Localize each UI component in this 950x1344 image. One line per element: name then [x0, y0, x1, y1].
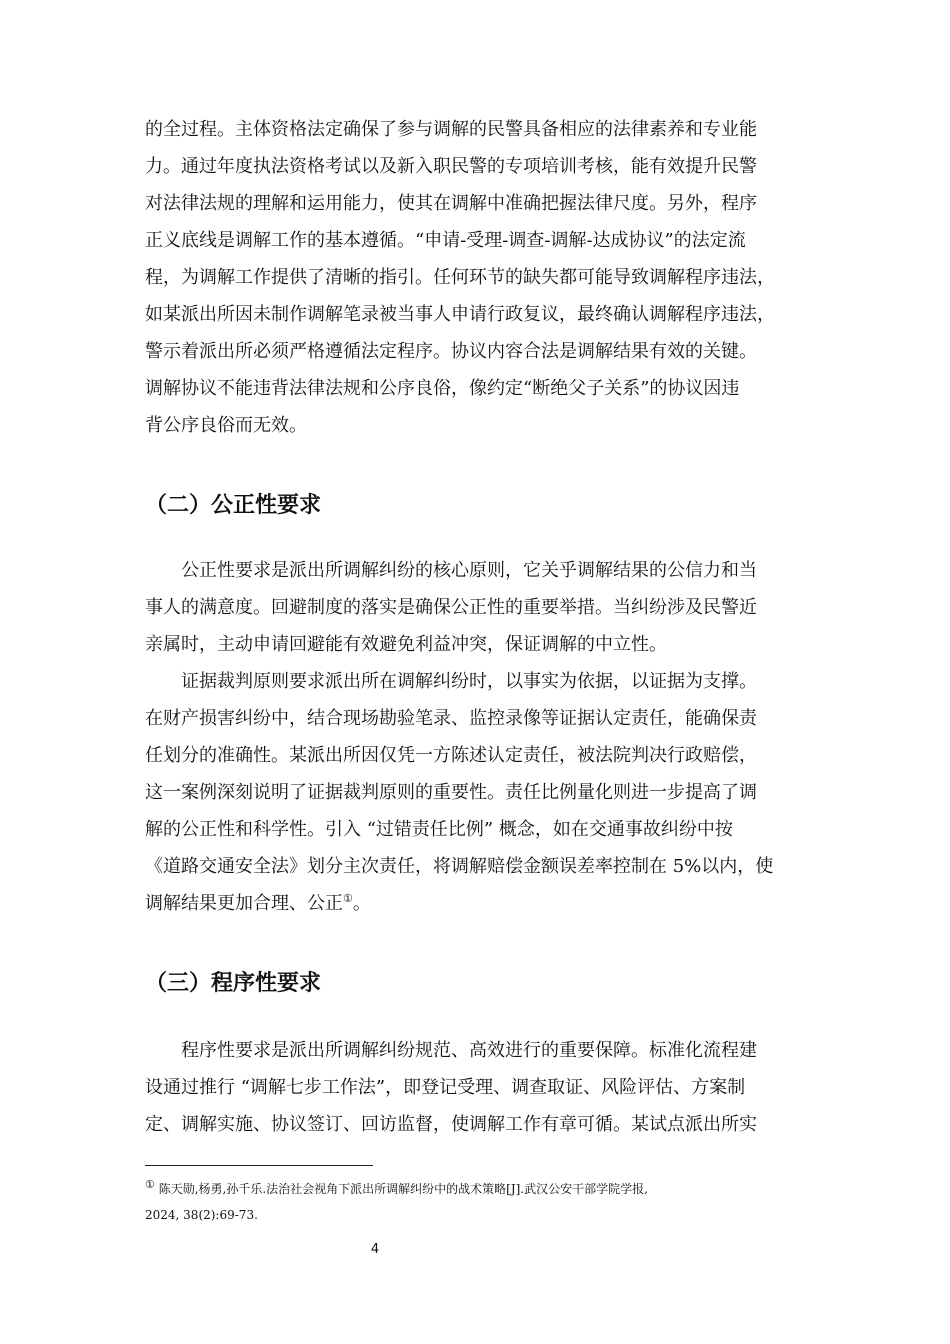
text-line: 背公序良俗而无效。 — [145, 415, 307, 436]
footnote-line-2: 2024, 38(2):69-73. — [145, 1208, 258, 1222]
text-line: 公正性要求是派出所调解纠纷的核心原则，它关乎调解结果的公信力和当 — [145, 560, 757, 581]
footnote-mark: ① — [145, 1178, 155, 1191]
text-line: 任划分的准确性。某派出所因仅凭一方陈述认定责任，被法院判决行政赔偿， — [145, 745, 757, 766]
text-line: 程序性要求是派出所调解纠纷规范、高效进行的重要保障。标准化流程建 — [145, 1040, 757, 1061]
text-line: 的全过程。主体资格法定确保了参与调解的民警具备相应的法律素养和专业能 — [145, 119, 757, 140]
text-line: 力。通过年度执法资格考试以及新入职民警的专项培训考核，能有效提升民警 — [145, 156, 757, 177]
text-line: 定、调解实施、协议签订、回访监督，使调解工作有章可循。某试点派出所实 — [145, 1114, 757, 1135]
section-heading-3: （三）程序性要求 — [145, 971, 322, 996]
text-line: 对法律法规的理解和运用能力，使其在调解中准确把握法律尺度。另外，程序 — [145, 193, 757, 214]
section-heading-2: （二）公正性要求 — [145, 493, 322, 518]
text-line: 亲属时，主动申请回避能有效避免利益冲突，保证调解的中立性。 — [145, 634, 667, 655]
page-number: 4 — [370, 1242, 380, 1257]
footnote-separator — [145, 1165, 373, 1166]
text-line — [145, 885, 815, 922]
text-line: 在财产损害纠纷中，结合现场勘验笔录、监控录像等证据认定责任，能确保责 — [145, 708, 757, 729]
paragraph-4 — [145, 1032, 815, 1143]
text-line: 正义底线是调解工作的基本遵循。“申请-受理-调查-调解-达成协议”的法定流 — [145, 230, 746, 251]
text-line: 调解协议不能违背法律法规和公序良俗，像约定“断绝父子关系”的协议因违 — [145, 378, 740, 399]
footnote-text: 陈天勋,杨勇,孙千乐.法治社会视角下派出所调解纠纷中的战术策略[J].武汉公安干部学院学报, — [154, 1182, 648, 1196]
footnote-reference[interactable]: ① — [343, 892, 353, 905]
paragraph-1 — [145, 111, 815, 444]
text-line: 事人的满意度。回避制度的落实是确保公正性的重要举措。当纠纷涉及民警近 — [145, 597, 757, 618]
paragraph-3 — [145, 663, 815, 922]
paragraph-2 — [145, 552, 815, 663]
text-line: 警示着派出所必须严格遵循法定程序。协议内容合法是调解结果有效的关键。 — [145, 341, 757, 362]
text-line: 证据裁判原则要求派出所在调解纠纷时，以事实为依据，以证据为支撑。 — [145, 671, 757, 692]
footnote — [145, 1176, 825, 1228]
last-line-text: 调解结果更加合理、公正 — [145, 893, 343, 914]
text-line: 这一案例深刻说明了证据裁判原则的重要性。责任比例量化则进一步提高了调 — [145, 782, 757, 803]
text-line: 设通过推行 “调解七步工作法”，即登记受理、调查取证、风险评估、方案制 — [145, 1077, 746, 1098]
text-line: 《道路交通安全法》划分主次责任，将调解赔偿金额误差率控制在 5%以内，使 — [145, 856, 774, 877]
text-line: 程，为调解工作提供了清晰的指引。任何环节的缺失都可能导致调解程序违法， — [145, 267, 775, 288]
last-line-end: 。 — [352, 893, 371, 914]
footnote-line — [145, 1176, 825, 1202]
text-line: 如某派出所因未制作调解笔录被当事人申请行政复议，最终确认调解程序违法， — [145, 304, 775, 325]
text-line: 解的公正性和科学性。引入 “过错责任比例” 概念，如在交通事故纠纷中按 — [145, 819, 733, 840]
